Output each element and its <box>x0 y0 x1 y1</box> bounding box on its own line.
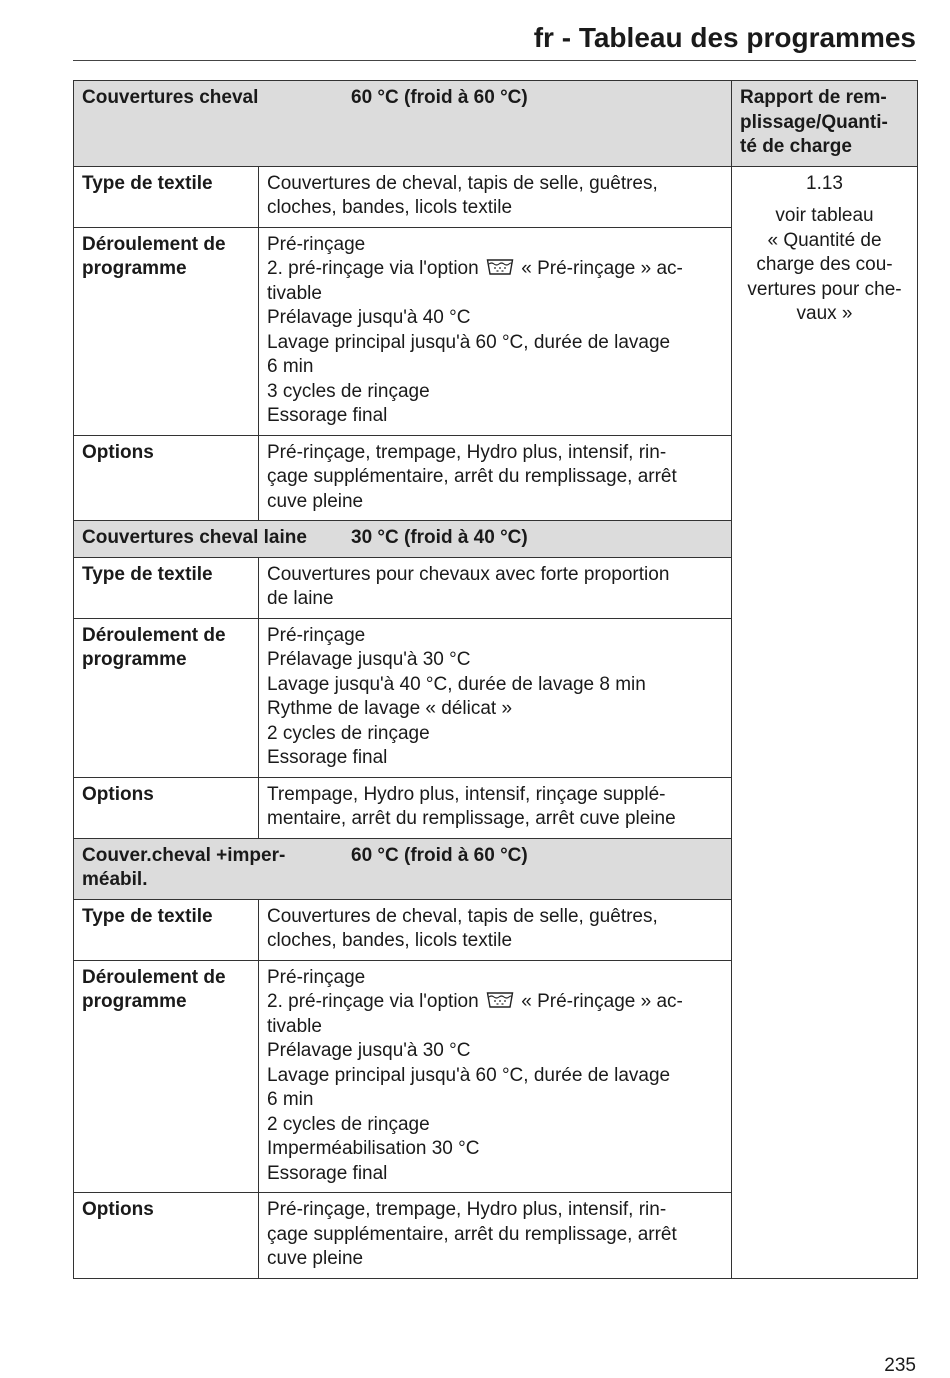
table-row <box>74 166 918 227</box>
row-value-line: mentaire, arrêt du remplissage, arrêt cuve pleine <box>267 808 676 829</box>
program-header <box>74 521 732 558</box>
row-label <box>74 618 259 777</box>
row-value-line: 2 cycles de rinçage <box>267 722 430 744</box>
load-ratio-note-line: « Quantité de <box>767 229 882 251</box>
row-value-text: « Pré-rinçage » ac- <box>521 991 683 1012</box>
row-label-line: Type de textile <box>82 905 213 927</box>
program-temperature: 60 °C (froid à 60 °C) <box>351 87 528 108</box>
program-name <box>82 86 351 111</box>
row-value-line: Essorage final <box>267 747 388 768</box>
row-value-line: Rythme de lavage « délicat » <box>267 698 513 719</box>
row-value-line: Pré-rinçage <box>267 966 366 988</box>
row-label-line: Options <box>82 783 154 805</box>
row-label-line: Déroulement de <box>82 966 226 988</box>
row-value-line: çage supplémentaire, arrêt du remplissage, arrêt <box>267 1223 677 1245</box>
program-name-line: Couvertures cheval <box>82 87 259 108</box>
row-value-line: Lavage principal jusqu'à 60 °C, durée de lavage <box>267 331 671 353</box>
row-value-line: cuve pleine <box>267 490 364 512</box>
load-ratio-cell <box>732 166 918 1278</box>
row-value <box>259 1193 732 1279</box>
row-label <box>74 227 259 435</box>
program-header-row <box>74 81 918 167</box>
row-value-line: Pré-rinçage, trempage, Hydro plus, intensif, rin- <box>267 1199 667 1220</box>
program-name-line: Couvertures cheval laine <box>82 527 307 548</box>
row-label-line: Type de textile <box>82 563 213 585</box>
row-label-line: programme <box>82 991 187 1012</box>
row-value-line: Essorage final <box>267 405 388 426</box>
row-value-line: cloches, bandes, licols textile <box>267 197 513 218</box>
row-label-line: programme <box>82 258 187 279</box>
row-value-line: Trempage, Hydro plus, intensif, rinçage supplé- <box>267 783 666 805</box>
prewash-basin-icon <box>486 991 514 1009</box>
load-ratio-heading-line: Rapport de rem- <box>740 87 887 108</box>
load-ratio-note-line: vaux » <box>796 303 853 324</box>
program-temperature: 60 °C (froid à 60 °C) <box>351 844 528 866</box>
row-value-line: cloches, bandes, licols textile <box>267 930 513 951</box>
program-name-line: Couver.cheval +imper- <box>82 844 286 866</box>
row-label-line: programme <box>82 649 187 670</box>
row-label <box>74 899 259 960</box>
row-value <box>259 227 732 435</box>
row-value-line: Couvertures de cheval, tapis de selle, guêtres, <box>267 172 658 194</box>
row-value-line: Prélavage jusqu'à 30 °C <box>267 1040 471 1061</box>
row-value-line: Lavage principal jusqu'à 60 °C, durée de lavage <box>267 1064 671 1086</box>
row-value-line: Pré-rinçage <box>267 624 366 646</box>
row-label <box>74 435 259 521</box>
page-title: fr - Tableau des programmes <box>533 22 916 53</box>
row-value-text: 2. pré-rinçage via l'option <box>267 991 479 1012</box>
row-label-line: Déroulement de <box>82 624 226 646</box>
program-header <box>74 81 732 167</box>
row-value-line: Imperméabilisation 30 °C <box>267 1138 480 1159</box>
row-value-line: 3 cycles de rinçage <box>267 380 430 402</box>
row-label <box>74 557 259 618</box>
row-value <box>259 435 732 521</box>
row-value-line: Couvertures pour chevaux avec forte proportion <box>267 563 670 585</box>
row-label <box>74 960 259 1193</box>
row-value <box>259 618 732 777</box>
row-value <box>259 777 732 838</box>
program-name <box>82 526 351 551</box>
row-label <box>74 777 259 838</box>
row-value <box>259 899 732 960</box>
row-value-line: tivable <box>267 282 322 304</box>
row-value-line: çage supplémentaire, arrêt du remplissage, arrêt <box>267 466 677 487</box>
row-value-line: cuve pleine <box>267 1248 364 1269</box>
row-label-line: Type de textile <box>82 172 213 194</box>
row-value <box>259 960 732 1193</box>
row-value-line: 2 cycles de rinçage <box>267 1113 430 1135</box>
program-temperature: 30 °C (froid à 40 °C) <box>351 527 528 548</box>
row-label <box>74 166 259 227</box>
row-value-line: Couvertures de cheval, tapis de selle, guêtres, <box>267 905 658 927</box>
row-value-text: 2. pré-rinçage via l'option <box>267 258 479 279</box>
row-label-line: Options <box>82 1199 154 1220</box>
load-ratio-note-line: vertures pour che- <box>747 278 902 300</box>
header-divider <box>73 60 916 61</box>
row-value-line <box>267 257 723 282</box>
row-value-line: 6 min <box>267 1089 314 1110</box>
load-ratio-heading-line: té de charge <box>740 136 852 157</box>
program-name <box>82 844 351 893</box>
row-value-line: 6 min <box>267 356 314 377</box>
row-value-line: Pré-rinçage <box>267 233 366 255</box>
row-value-line: Prélavage jusqu'à 40 °C <box>267 307 471 328</box>
row-value <box>259 557 732 618</box>
row-value-line: Prélavage jusqu'à 30 °C <box>267 649 471 670</box>
load-ratio-note-line: charge des cou- <box>756 254 893 275</box>
load-ratio-value: 1.13 <box>806 172 843 194</box>
load-ratio-heading <box>732 81 918 167</box>
page-number: 235 <box>884 1355 916 1376</box>
program-name-line: méabil. <box>82 869 148 890</box>
row-value <box>259 166 732 227</box>
row-value-text: « Pré-rinçage » ac- <box>521 258 683 279</box>
row-value-line: Essorage final <box>267 1162 388 1184</box>
load-ratio-heading-line: plissage/Quanti- <box>740 111 888 133</box>
load-ratio-note-line: voir tableau <box>775 205 874 226</box>
row-label-line: Déroulement de <box>82 233 226 255</box>
row-value-line: tivable <box>267 1015 322 1037</box>
load-ratio-note <box>740 204 909 327</box>
program-table <box>73 80 918 1279</box>
row-value-line <box>267 990 723 1015</box>
row-label-line: Options <box>82 441 154 463</box>
row-label <box>74 1193 259 1279</box>
program-header <box>74 838 732 899</box>
row-value-line: Pré-rinçage, trempage, Hydro plus, intensif, rin- <box>267 441 667 463</box>
row-value-line: Lavage jusqu'à 40 °C, durée de lavage 8 min <box>267 673 646 695</box>
row-value-line: de laine <box>267 588 334 609</box>
prewash-basin-icon <box>486 258 514 276</box>
